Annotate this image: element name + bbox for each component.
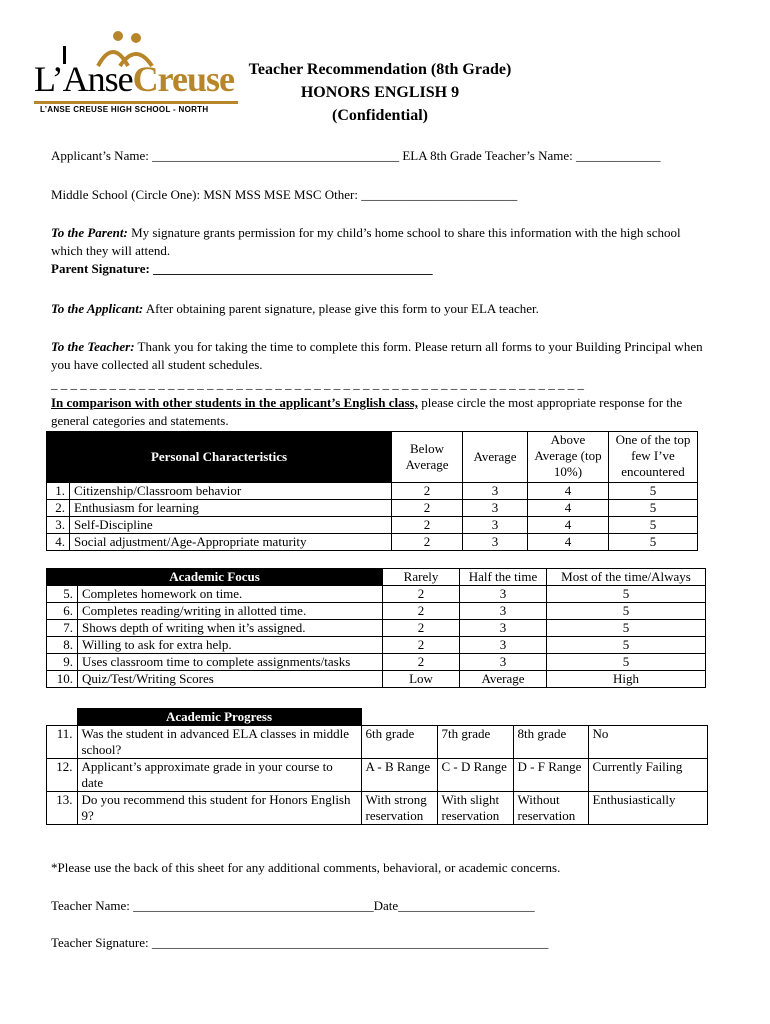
teacher-note: To the Teacher: Thank you for taking the time to complete this form. Please return all forms to your Building Principal when you have collected all student schedules. bbox=[51, 339, 703, 372]
table-row: 6. Completes reading/writing in allotted time. 2 3 5 bbox=[47, 603, 706, 620]
applicant-name-line[interactable]: Applicant’s Name: ______________________________________ ELA 8th Grade Teacher’s Name: _____________ bbox=[51, 148, 661, 163]
table-header: Academic Focus bbox=[47, 569, 383, 586]
form-header bbox=[230, 58, 530, 127]
academic-progress-table bbox=[46, 708, 708, 825]
applicant-note: To the Applicant: After obtaining parent signature, please give this form to your ELA teacher. bbox=[51, 301, 539, 316]
table-header: Personal Characteristics bbox=[47, 432, 392, 483]
table-row: 8. Willing to ask for extra help. 2 3 5 bbox=[47, 637, 706, 654]
table-row: 5. Completes homework on time. 2 3 5 bbox=[47, 586, 706, 603]
personal-characteristics-table: Personal Characteristics Below Average Average Above Average (top 10%) One of the top few I’ve encountered 1. Citizenship/Classroom behavior 2 3 4 5 2. Enthusiasm for learning 2 3 4 5 3. Self-Discipline 2 3 4 5 4. Social adjustment/Age-Appropriate maturity 2 3 4 5 bbox=[46, 431, 698, 551]
back-of-sheet-note: *Please use the back of this sheet for any additional comments, behavioral, or academic concerns. bbox=[51, 860, 561, 875]
table-row: 10. Quiz/Test/Writing Scores Low Average High bbox=[47, 671, 706, 688]
table-row: 9. Uses classroom time to complete assignments/tasks 2 3 5 bbox=[47, 654, 706, 671]
confidential: (Confidential) bbox=[332, 107, 428, 124]
table-row: 13. Do you recommend this student for Honors English 9? With strong reservation With slight reservation Without reservation Enthusiastically bbox=[47, 792, 708, 825]
teacher-signature-line[interactable]: Teacher Signature: _____________________________________________________________ bbox=[51, 935, 549, 950]
logo-text: L’AnseCreuse bbox=[34, 59, 234, 99]
logo-bar bbox=[34, 101, 238, 104]
table-row: 7. Shows depth of writing when it’s assigned. 2 3 5 bbox=[47, 620, 706, 637]
parent-signature-line[interactable]: Parent Signature: ___________________________________________ bbox=[51, 261, 433, 276]
table-header: Academic Progress bbox=[77, 709, 361, 726]
table-row: 4. Social adjustment/Age-Appropriate maturity 2 3 4 5 bbox=[47, 534, 698, 551]
table-row: 11. Was the student in advanced ELA classes in middle school? 6th grade 7th grade 8th grade No bbox=[47, 726, 708, 759]
comparison-instructions: In comparison with other students in the applicant’s English class, please circle the most appropriate response for the general categories and statements. bbox=[51, 395, 683, 428]
academic-focus-table: Academic Focus Rarely Half the time Most of the time/Always 5. Completes homework on time. 2 3 5 6. Completes reading/writing in allotted time. 2 3 5 7. Shows depth of writing when it’s assigned. 2 3 5 8. Willing to ask for extra help. 2 3 5 9. Uses classroom time to complete assignments/tasks 2 3 5 10. Quiz/Test/Writing Scores Low Average High bbox=[46, 568, 706, 688]
table-row: 1. Citizenship/Classroom behavior 2 3 4 5 bbox=[47, 483, 698, 500]
table-row: 2. Enthusiasm for learning 2 3 4 5 bbox=[47, 500, 698, 517]
teacher-name-line[interactable]: Teacher Name: _____________________________________Date_____________________ bbox=[51, 898, 535, 913]
title: Teacher Recommendation (8th Grade) bbox=[248, 61, 512, 78]
middle-school-line[interactable]: Middle School (Circle One): MSN MSS MSE MSC Other: ________________________ bbox=[51, 187, 518, 202]
table-row: 3. Self-Discipline 2 3 4 5 bbox=[47, 517, 698, 534]
subtitle: HONORS ENGLISH 9 bbox=[300, 84, 460, 101]
school-logo bbox=[28, 28, 238, 123]
logo-subtitle: L’ANSE CREUSE HIGH SCHOOL - NORTH bbox=[40, 105, 209, 114]
dash-separator: _ _ _ _ _ _ _ _ _ _ _ _ _ _ _ _ _ _ _ _ _ _ _ _ _ _ _ _ _ _ _ _ _ _ _ _ _ _ _ _ _ _ _ _ _ _ _ _ _ _ _ _ _ _ _ bbox=[51, 376, 584, 391]
table-row: 12. Applicant’s approximate grade in your course to date A - B Range C - D Range D - F Range Currently Failing bbox=[47, 759, 708, 792]
parent-note: To the Parent: My signature grants permission for my child’s home school to share this information with the high school which they will attend. Parent Signature: ___________________________________________ bbox=[51, 225, 681, 276]
